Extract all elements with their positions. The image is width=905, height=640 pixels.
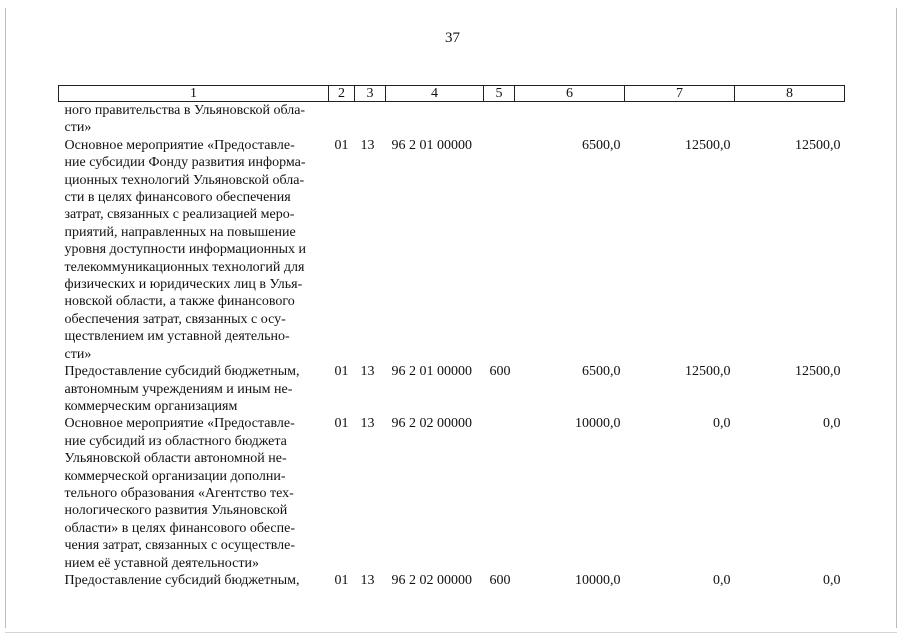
row-expense-type: 600 (489, 364, 511, 380)
description-line: тельного образования «Агентство тех- (64, 485, 294, 501)
row-description (59, 102, 329, 137)
description-line: нологического развития Ульяновской (64, 503, 288, 519)
description-line: новской области, а также финансового (64, 294, 295, 310)
header-row (59, 86, 845, 102)
description-line: ционных технологий Ульяновской обла- (64, 172, 305, 188)
row-amount-8 (735, 102, 845, 137)
header-col-7: 7 (625, 86, 735, 102)
header-col-6: 6 (515, 86, 625, 102)
table-row (59, 572, 845, 589)
description-line: автономным учреждениям и иным не- (64, 381, 293, 397)
row-amount-8: 12500,0 (795, 137, 841, 153)
row-section-code (329, 102, 355, 137)
row-amount-6: 10000,0 (575, 572, 621, 588)
description-line: приятий, направленных на повышение (64, 224, 296, 240)
description-line: ние субсидии Фонду развития информа- (64, 155, 306, 171)
description-line: ного правительства в Ульяновской обла- (64, 103, 306, 118)
row-expense-type (484, 415, 515, 572)
scan-right-edge (896, 8, 897, 628)
row-amount-6: 6500,0 (582, 137, 621, 153)
budget-table (58, 85, 845, 589)
row-subsection-code: 13 (360, 572, 375, 588)
description-line: телекоммуникационных технологий для (64, 259, 305, 275)
row-amount-7: 12500,0 (685, 137, 731, 153)
row-description (59, 363, 329, 415)
row-section-code: 01 (334, 572, 349, 588)
page-number: 37 (445, 30, 460, 46)
description-line: Предоставление субсидий бюджетным, (64, 572, 300, 588)
row-description (59, 415, 329, 572)
row-amount-7 (625, 102, 735, 137)
row-expense-type (484, 137, 515, 363)
description-line: обеспечения затрат, связанных с осу- (64, 311, 286, 327)
row-amount-7: 0,0 (713, 572, 731, 588)
description-line: нием её уставной деятельности» (64, 555, 259, 571)
row-subsection-code: 13 (360, 416, 375, 432)
description-line: коммерческой организации дополни- (64, 468, 286, 484)
row-amount-8: 12500,0 (795, 364, 841, 380)
table-row (59, 363, 845, 415)
row-amount-6: 6500,0 (582, 364, 621, 380)
description-line: физических и юридических лиц в Улья- (64, 277, 303, 293)
header-col-4: 4 (386, 86, 484, 102)
row-amount-6 (515, 102, 625, 137)
description-line: Предоставление субсидий бюджетным, (64, 364, 300, 380)
header-col-8: 8 (735, 86, 845, 102)
table-row (59, 137, 845, 363)
row-amount-6: 10000,0 (575, 416, 621, 432)
table-body (59, 102, 845, 590)
table-row (59, 102, 845, 137)
row-amount-8: 0,0 (823, 572, 841, 588)
row-subsection-code (355, 102, 386, 137)
row-section-code: 01 (334, 364, 349, 380)
row-subsection-code: 13 (360, 364, 375, 380)
description-line: затрат, связанных с реализацией меро- (64, 207, 295, 223)
row-subsection-code: 13 (360, 137, 375, 153)
description-line: сти» (64, 346, 92, 362)
row-amount-7: 12500,0 (685, 364, 731, 380)
row-amount-8: 0,0 (823, 416, 841, 432)
description-line: ние субсидий из областного бюджета (64, 433, 287, 449)
scan-bottom-edge (5, 632, 897, 633)
header-col-1: 1 (59, 86, 329, 102)
row-target-code: 96 2 02 00000 (391, 416, 472, 432)
description-line: сти в целях финансового обеспечения (64, 190, 291, 206)
description-line: сти» (64, 120, 92, 136)
description-line: коммерческим организациям (64, 398, 238, 414)
description-line: Основное мероприятие «Предоставле- (64, 416, 295, 432)
header-col-3: 3 (355, 86, 386, 102)
description-line: Ульяновской области автономной не- (64, 451, 287, 467)
row-target-code: 96 2 01 00000 (391, 137, 472, 153)
header-col-2: 2 (329, 86, 355, 102)
row-target-code: 96 2 02 00000 (391, 572, 472, 588)
description-line: чения затрат, связанных с осуществле- (64, 538, 296, 554)
description-line: ществлением им уставной деятельно- (64, 329, 290, 345)
row-section-code: 01 (334, 137, 349, 153)
row-target-code (386, 102, 484, 137)
row-description (59, 572, 329, 589)
description-line: области» в целях финансового обеспе- (64, 520, 296, 536)
row-amount-7: 0,0 (713, 416, 731, 432)
row-description (59, 137, 329, 363)
header-col-5: 5 (484, 86, 515, 102)
row-section-code: 01 (334, 416, 349, 432)
scan-left-edge (5, 8, 6, 628)
row-target-code: 96 2 01 00000 (391, 364, 472, 380)
description-line: уровня доступности информационных и (64, 242, 307, 258)
row-expense-type: 600 (489, 572, 511, 588)
row-expense-type (484, 102, 515, 137)
description-line: Основное мероприятие «Предоставле- (64, 137, 295, 153)
table-row (59, 415, 845, 572)
